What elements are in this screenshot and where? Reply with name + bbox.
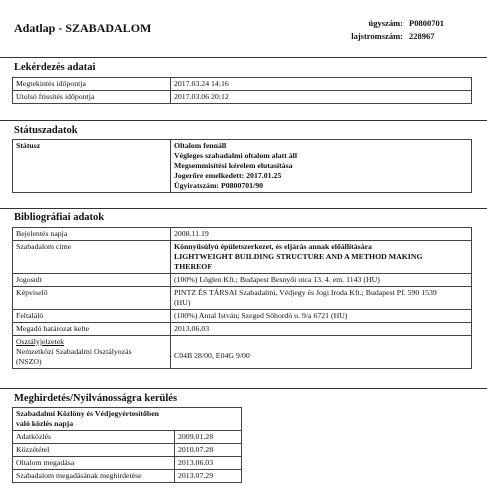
section-heading-lekerdezes: Lekérdezés adatai [14, 62, 96, 73]
table-cell-label: Szabadalom megadásának meghirdetése [13, 470, 175, 483]
ugyszam-label: ügyszám: [368, 18, 403, 28]
lekerdezes-table [12, 77, 472, 104]
section-heading-meghirdetes: Meghirdetés/Nyilvánosságra kerülés [14, 393, 178, 404]
osztaly-heading: Osztályjelzetek [16, 337, 65, 346]
table-cell-value: 2017.03.24 14:16 [171, 78, 472, 91]
section-divider [0, 57, 487, 58]
table-row [13, 457, 242, 470]
table-cell-value: 2013.07.29 [175, 470, 242, 483]
cim-label: Szabadalom címe [13, 241, 171, 274]
cim-line: THEREOF [174, 262, 213, 271]
table-row [13, 228, 472, 241]
ugyszam-row [333, 17, 467, 30]
cim-value [171, 241, 472, 274]
status-line: Oltalom fennáll [174, 141, 227, 150]
id-block [333, 17, 467, 43]
megado-label: Megadó határozat kelte [13, 323, 171, 336]
table-row [13, 78, 472, 91]
table-cell-label: Megtekintés időpontja [13, 78, 171, 91]
table-cell-label: Adatközlés [13, 431, 175, 444]
section-divider [0, 120, 487, 121]
kepviselo-value [171, 287, 472, 310]
subheader-line: való közlés napja [16, 419, 74, 428]
jogosult-label: Jogosult [13, 274, 171, 287]
table-cell-value: 2017.03.06 20:12 [171, 91, 472, 104]
biblio-table [12, 227, 472, 369]
meghirdetes-table [12, 407, 242, 483]
lajstromszam-label: lajstromszám: [351, 31, 403, 41]
section-heading-status: Státuszadatok [14, 125, 78, 136]
cim-line: LIGHTWEIGHT BUILDING STRUCTURE AND A METHOD MAKING [174, 252, 423, 261]
status-line: Végleges szabadalmi oltalom alatt áll [174, 151, 298, 160]
table-row [13, 444, 242, 457]
table-cell-label: Közzététel [13, 444, 175, 457]
table-row [13, 274, 472, 287]
section-heading-biblio: Bibliográfiai adatok [14, 212, 105, 223]
table-row [13, 140, 472, 193]
lajstromszam-value: 228967 [409, 31, 435, 41]
kepviselo-label: Képviselő [13, 287, 171, 310]
table-cell-label: Oltalom megadása [13, 457, 175, 470]
table-row [13, 408, 242, 431]
subheader-line: Szabadalmi Közlöny és Védjegyértesítőben [16, 409, 160, 418]
meghirdetes-subheader [13, 408, 242, 431]
status-table [12, 139, 472, 193]
osztaly-value-text: C04B 28/00, E04G 9/00 [174, 351, 250, 360]
cim-line: Könnyűsúlyú épületszerkezet, és eljárás annak előállítására [174, 242, 372, 251]
document-title: Adatlap - SZABADALOM [14, 21, 152, 35]
lajstromszam-row [333, 30, 467, 43]
kepviselo-line: (HU) [174, 298, 191, 307]
osztaly-label-line: Nemzetközi Szabadalmi Osztályozás [16, 347, 132, 356]
section-divider [0, 208, 487, 209]
feltalalo-label: Feltaláló [13, 310, 171, 323]
table-cell-value: 2010.07.28 [175, 444, 242, 457]
table-row [13, 310, 472, 323]
bejelentes-value: 2008.11.19 [171, 228, 472, 241]
table-cell-label: Utolsó frissítés időpontja [13, 91, 171, 104]
section-divider [0, 388, 487, 389]
osztaly-label-cell [13, 336, 171, 369]
table-row [13, 470, 242, 483]
table-row [13, 241, 472, 274]
megado-value: 2013.06.03 [171, 323, 472, 336]
status-line: Megsemmisítési kérelem elutasítása [174, 161, 293, 170]
bejelentes-label: Bejelentés napja [13, 228, 171, 241]
table-row [13, 336, 472, 369]
status-value [171, 140, 472, 193]
table-row [13, 323, 472, 336]
table-row [13, 431, 242, 444]
status-label: Státusz [13, 140, 171, 193]
kepviselo-line: PINTZ ÉS TÁRSAI Szabadalmi, Védjegy és Jogi Iroda Kft.; Budapest Pf. 590 1539 [174, 288, 437, 297]
osztaly-value [171, 336, 472, 369]
table-row [13, 91, 472, 104]
ugyszam-value: P0800701 [409, 18, 444, 28]
osztaly-label-line: (NSZO) [16, 357, 42, 366]
feltalalo-value: (100%) Antal István; Szeged Söhordó u. 9/a 6721 (HU) [171, 310, 472, 323]
table-row [13, 287, 472, 310]
status-line: Jogerőre emelkedett: 2017.01.25 [174, 171, 282, 180]
table-cell-value: 2009.01.28 [175, 431, 242, 444]
status-line: Ügyiratszám: P0800701/90 [174, 181, 263, 190]
table-cell-value: 2013.06.03 [175, 457, 242, 470]
jogosult-value: (100%) Löglen Kft.; Budapest Besnyői utca 13. 4. em. 1143 (HU) [171, 274, 472, 287]
